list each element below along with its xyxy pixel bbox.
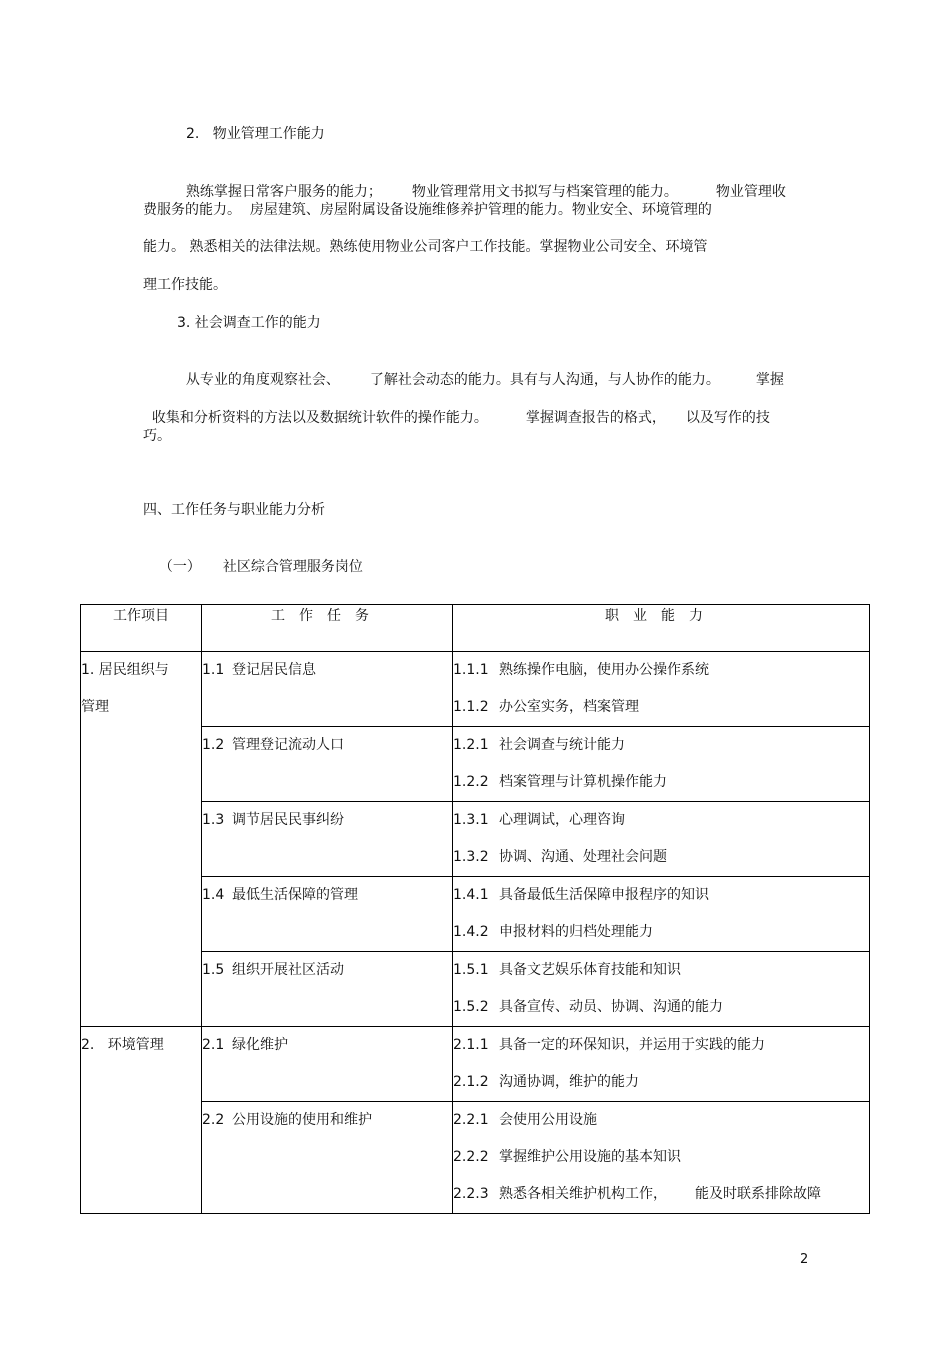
task-cell — [202, 952, 453, 1027]
ability-number: 1.2.1 — [453, 737, 489, 753]
ability-text: 具备文艺娱乐体育技能和知识 — [499, 962, 681, 978]
section-heading-property-management: 2. 物业管理工作能力 — [186, 126, 325, 142]
text-span: 熟练掌握日常客户服务的能力； — [185, 184, 382, 200]
paragraph-line: 理工作技能。 — [143, 277, 227, 293]
ability-text: 具备最低生活保障申报程序的知识 — [499, 887, 709, 903]
ability-number: 1.2.2 — [453, 774, 489, 790]
project-label: 2. 环境管理 — [81, 1037, 164, 1053]
header-project: 工作项目 — [81, 605, 202, 652]
text-span: 以及写作的技 — [685, 410, 770, 426]
paragraph-line — [177, 350, 784, 390]
project-label: 1. 居民组织与 — [81, 662, 169, 678]
text-span: 物业管理收 — [715, 184, 786, 200]
task-cell — [202, 1027, 453, 1102]
ability-text: 心理调试，心理咨询 — [499, 812, 625, 828]
paragraph-line: 能力。 熟悉相关的法律法规。熟练使用物业公司客户工作技能。掌握物业公司安全、环境管 — [143, 239, 708, 255]
ability-text: 社会调查与统计能力 — [499, 737, 625, 753]
sub-heading — [150, 537, 363, 577]
task-number: 2.1 — [202, 1037, 225, 1053]
text-span: 物业管理常用文书拟写与档案管理的能力。 — [411, 184, 678, 200]
header-task — [202, 605, 453, 652]
ability-cell — [453, 1102, 870, 1214]
task-label: 管理登记流动人口 — [232, 737, 344, 753]
text-span: 掌握 — [755, 372, 784, 388]
text-span: 掌握调查报告的格式， — [525, 410, 666, 426]
text-span: 收集和分析资料的方法以及数据统计软件的操作能力。 — [151, 410, 488, 426]
ability-number: 1.5.2 — [453, 999, 489, 1015]
text-span: 了解社会动态的能力。具有与人沟通，与人协作的能力。 — [369, 372, 720, 388]
ability-cell — [453, 652, 870, 727]
task-label: 调节居民民事纠纷 — [232, 812, 344, 828]
ability-number: 1.1.1 — [453, 662, 489, 678]
header-ability — [453, 605, 870, 652]
header-task-label: 工作任务 — [271, 608, 383, 624]
ability-text: 沟通协调，维护的能力 — [499, 1074, 639, 1090]
task-cell — [202, 652, 453, 727]
task-label: 公用设施的使用和维护 — [232, 1112, 372, 1128]
task-number: 1.3 — [202, 812, 225, 828]
ability-text: 会使用公用设施 — [499, 1112, 597, 1128]
ability-text: 协调、沟通、处理社会问题 — [499, 849, 667, 865]
table-header-row — [81, 605, 870, 652]
task-label: 绿化维护 — [232, 1037, 288, 1053]
ability-number: 2.2.2 — [453, 1149, 489, 1165]
ability-text: 申报材料的归档处理能力 — [499, 924, 653, 940]
ability-number: 1.1.2 — [453, 699, 489, 715]
paragraph-line: 巧。 — [143, 428, 171, 444]
part-heading: 四、工作任务与职业能力分析 — [143, 502, 325, 518]
ability-text: 掌握维护公用设施的基本知识 — [499, 1149, 681, 1165]
ability-text: 熟悉各相关维护机构工作， — [499, 1186, 667, 1202]
ability-text: 熟练操作电脑，使用办公操作系统 — [499, 662, 709, 678]
ability-cell — [453, 802, 870, 877]
ability-text: 能及时联系排除故障 — [695, 1186, 821, 1202]
sub-heading-number: （一） — [158, 559, 201, 575]
ability-text: 档案管理与计算机操作能力 — [499, 774, 667, 790]
task-label: 最低生活保障的管理 — [232, 887, 358, 903]
ability-number: 1.3.1 — [453, 812, 489, 828]
task-ability-table — [80, 604, 870, 1214]
ability-number: 2.2.1 — [453, 1112, 489, 1128]
table-row — [81, 1027, 870, 1102]
ability-cell — [453, 877, 870, 952]
task-number: 1.1 — [202, 662, 225, 678]
task-number: 1.2 — [202, 737, 225, 753]
section-heading-social-survey: 3. 社会调查工作的能力 — [177, 315, 321, 331]
page-number: 2 — [800, 1252, 809, 1267]
ability-text: 具备一定的环保知识，并运用于实践的能力 — [499, 1037, 765, 1053]
ability-number: 2.2.3 — [453, 1186, 489, 1202]
task-number: 1.4 — [202, 887, 225, 903]
ability-cell — [453, 1027, 870, 1102]
task-label: 登记居民信息 — [232, 662, 316, 678]
paragraph-line — [177, 162, 786, 202]
task-number: 2.2 — [202, 1112, 225, 1128]
task-label: 组织开展社区活动 — [232, 962, 344, 978]
ability-number: 1.3.2 — [453, 849, 489, 865]
project-label: 管理 — [81, 699, 109, 715]
ability-number: 1.5.1 — [453, 962, 489, 978]
ability-number: 1.4.1 — [453, 887, 489, 903]
task-cell — [202, 877, 453, 952]
ability-number: 1.4.2 — [453, 924, 489, 940]
sub-heading-text: 社区综合管理服务岗位 — [222, 559, 363, 575]
project-cell — [81, 652, 202, 1027]
paragraph-line — [143, 388, 770, 428]
task-cell — [202, 1102, 453, 1214]
text-span: 从专业的角度观察社会、 — [185, 372, 340, 388]
header-ability-label: 职业能力 — [605, 608, 717, 624]
ability-number: 2.1.2 — [453, 1074, 489, 1090]
task-cell — [202, 802, 453, 877]
ability-number: 2.1.1 — [453, 1037, 489, 1053]
project-cell — [81, 1027, 202, 1214]
task-cell — [202, 727, 453, 802]
ability-text: 具备宣传、动员、协调、沟通的能力 — [499, 999, 723, 1015]
ability-cell — [453, 952, 870, 1027]
ability-cell — [453, 727, 870, 802]
paragraph-line: 费服务的能力。 房屋建筑、房屋附属设备设施维修养护管理的能力。物业安全、环境管理的 — [143, 202, 712, 218]
task-number: 1.5 — [202, 962, 225, 978]
table-row — [81, 652, 870, 727]
ability-text: 办公室实务，档案管理 — [499, 699, 639, 715]
